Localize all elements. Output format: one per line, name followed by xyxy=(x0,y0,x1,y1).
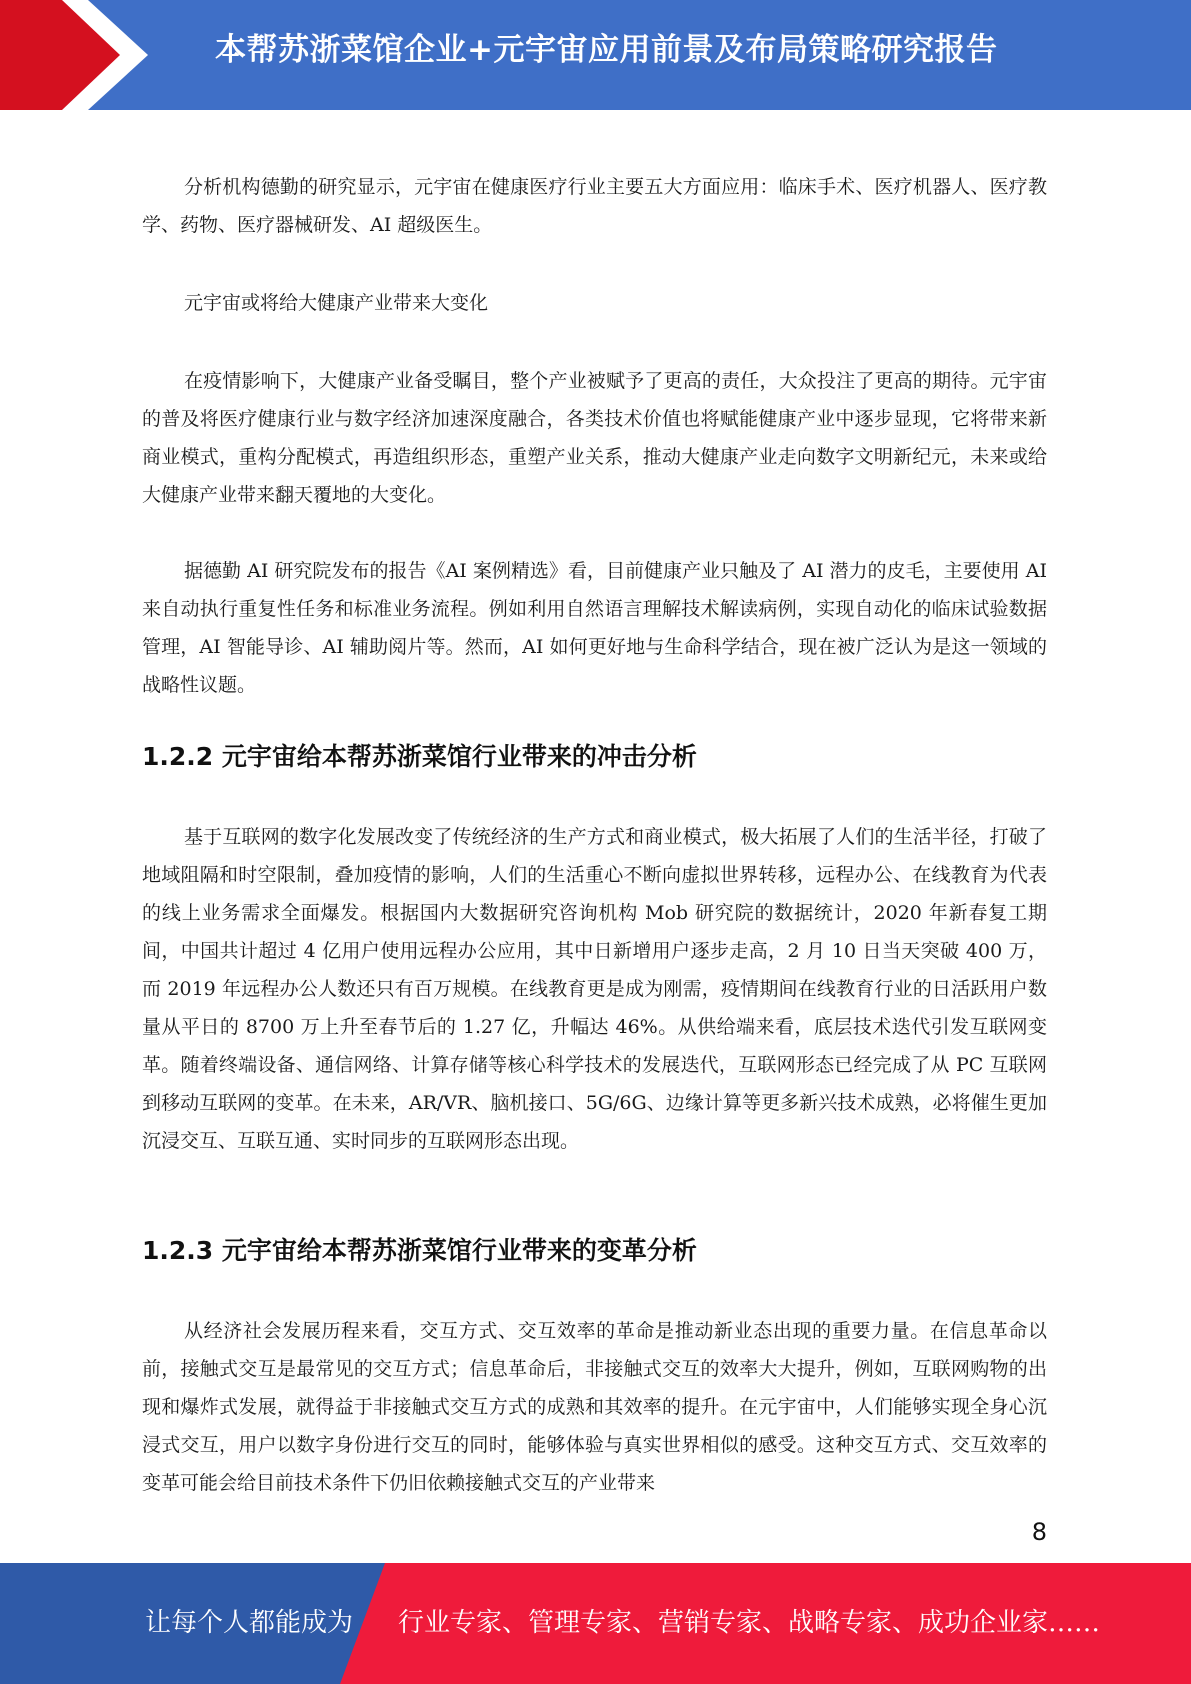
page-footer-banner xyxy=(0,1563,1191,1684)
section-heading-1-2-2: 1.2.2 元宇宙给本帮苏浙菜馆行业带来的冲击分析 xyxy=(142,742,697,771)
report-title: 本帮苏浙菜馆企业+元宇宙应用前景及布局策略研究报告 xyxy=(215,32,998,68)
page-number: 8 xyxy=(1031,1518,1047,1546)
body-paragraph: 据德勤 AI 研究院发布的报告《AI 案例精选》看，目前健康产业只触及了 AI 潜力的皮毛，主要使用 AI 来自动执行重复性任务和标准业务流程。例如利用自然语言理解技术解读病例，实现自动化的临床试验数据管理，AI 智能导诊、AI 辅助阅片等。然而，AI 如何更好地与生命科学结合，现在被广泛认为是这一领域的战略性议题。 xyxy=(142,560,1047,696)
body-paragraph: 分析机构德勤的研究显示，元宇宙在健康医疗行业主要五大方面应用：临床手术、医疗机器人、医疗教学、药物、医疗器械研发、AI 超级医生。 xyxy=(142,176,1047,236)
footer-slogan-left: 让每个人都能成为 xyxy=(145,1608,354,1638)
page-header-banner xyxy=(0,0,1191,110)
body-paragraph: 元宇宙或将给大健康产业带来大变化 xyxy=(184,292,489,314)
body-paragraph: 基于互联网的数字化发展改变了传统经济的生产方式和商业模式，极大拓展了人们的生活半径，打破了地域阻隔和时空限制，叠加疫情的影响，人们的生活重心不断向虚拟世界转移，远程办公、在线教育为代表的线上业务需求全面爆发。根据国内大数据研究咨询机构 Mob 研究院的数据统计，2020 年新春复工期间，中国共计超过 4 亿用户使用远程办公应用，其中日新增用户逐步走高，2 月 10 日当天突破 400 万，而 2019 年远程办公人数还只有百万规模。在线教育更是成为刚需，疫情期间在线教育行业的日活跃用户数量从平日的 8700 万上升至春节后的 1.27 亿，升幅达 46%。从供给端来看，底层技术迭代引发互联网变革。随着终端设备、通信网络、计算存储等核心科学技术的发展迭代，互联网形态已经完成了从 PC 互联网到移动互联网的变革。在未来，AR/VR、脑机接口、5G/6G、边缘计算等更多新兴技术成熟，必将催生更加沉浸交互、互联互通、实时同步的互联网形态出现。 xyxy=(142,826,1047,1152)
section-heading-1-2-3: 1.2.3 元宇宙给本帮苏浙菜馆行业带来的变革分析 xyxy=(142,1236,697,1265)
body-paragraph: 从经济社会发展历程来看，交互方式、交互效率的革命是推动新业态出现的重要力量。在信息革命以前，接触式交互是最常见的交互方式；信息革命后，非接触式交互的效率大大提升，例如，互联网购物的出现和爆炸式发展，就得益于非接触式交互方式的成熟和其效率的提升。在元宇宙中，人们能够实现全身心沉浸式交互，用户以数字身份进行交互的同时，能够体验与真实世界相似的感受。这种交互方式、交互效率的变革可能会给目前技术条件下仍旧依赖接触式交互的产业带来 xyxy=(142,1320,1047,1494)
red-arrow-decoration xyxy=(0,0,150,110)
footer-slogan-right: 行业专家、管理专家、营销专家、战略专家、成功企业家…… xyxy=(398,1608,1101,1638)
body-paragraph: 在疫情影响下，大健康产业备受瞩目，整个产业被赋予了更高的责任，大众投注了更高的期待。元宇宙的普及将医疗健康行业与数字经济加速深度融合，各类技术价值也将赋能健康产业中逐步显现，它将带来新商业模式，重构分配模式，再造组织形态，重塑产业关系，推动大健康产业走向数字文明新纪元，未来或给大健康产业带来翻天覆地的大变化。 xyxy=(142,370,1047,506)
